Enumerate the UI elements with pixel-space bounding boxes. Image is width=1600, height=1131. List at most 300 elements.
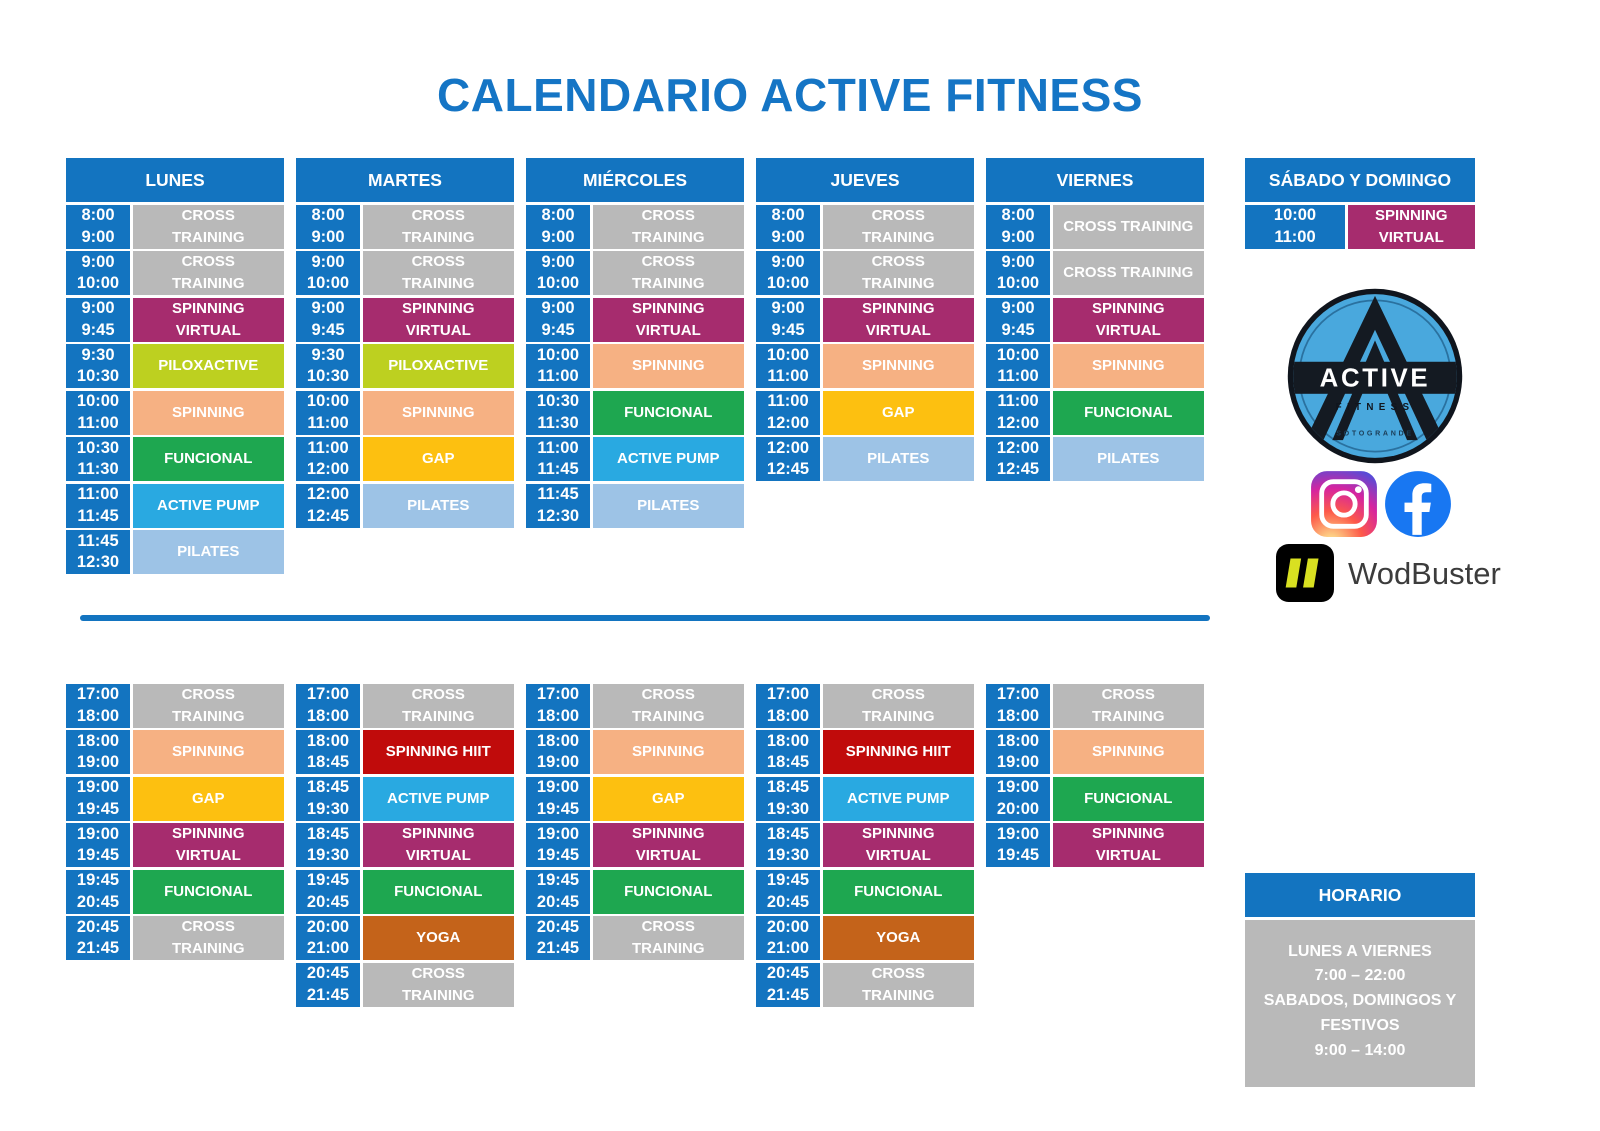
time-end: 10:00 [996,274,1040,292]
activity-cell: PILATES [363,484,515,528]
time-range [526,205,590,249]
time-end: 19:30 [766,799,810,818]
time-end: 21:00 [306,939,350,957]
time-start: 11:45 [77,531,119,550]
time-end: 11:45 [537,460,579,478]
logo-sotogrande-text: SOTOGRANDE [1336,429,1414,438]
time-end: 18:45 [306,753,350,771]
time-end: 9:45 [771,320,805,339]
time-start: 12:00 [306,485,350,504]
time-start: 17:00 [536,685,580,704]
activity-cell: SPINNING VIRTUAL [133,298,285,342]
time-start: 20:00 [306,917,350,936]
time-start: 9:00 [541,299,575,318]
time-end: 9:45 [81,320,115,339]
time-range [526,684,590,728]
time-range [66,823,130,867]
schedule-row [296,916,514,960]
page-title: CALENDARIO ACTIVE FITNESS [437,69,1143,121]
time-range [526,251,590,295]
time-range [66,684,130,728]
activity-cell: SPINNING [133,391,285,435]
activity-cell: SPINNING [1053,344,1205,388]
time-start: 19:45 [536,871,580,890]
activity-cell: FUNCIONAL [363,870,515,914]
activity-cell: CROSS TRAINING [363,963,515,1007]
time-end: 21:45 [306,985,350,1004]
activity-cell: SPINNING [823,344,975,388]
time-start: 9:30 [81,345,115,364]
table-lunes-afternoon [66,681,284,960]
table-viernes-afternoon [986,681,1204,867]
instagram-icon [1310,470,1378,538]
activity-cell: FUNCIONAL [593,870,745,914]
schedule-row [526,205,744,249]
time-end: 11:45 [77,506,119,525]
activity-cell: PILATES [593,484,745,528]
time-range [986,777,1050,821]
schedule-row [66,684,284,728]
time-start: 19:00 [76,778,120,797]
time-range [756,870,820,914]
time-start: 9:00 [771,299,805,318]
time-range [66,298,130,342]
schedule-row [66,777,284,821]
time-end: 20:45 [306,892,350,911]
schedule-row [296,437,514,481]
time-start: 8:00 [541,206,575,225]
time-range [66,530,130,574]
time-end: 10:00 [766,274,810,292]
schedule-row [66,530,284,574]
activity-cell: CROSS TRAINING [593,684,745,728]
time-range [296,916,360,960]
activity-cell: FUNCIONAL [1053,391,1205,435]
time-range [296,963,360,1007]
time-start: 18:00 [996,731,1040,750]
activity-cell: SPINNING VIRTUAL [363,823,515,867]
time-range [526,344,590,388]
activity-cell: SPINNING [1053,730,1205,774]
schedule-row [1245,205,1475,249]
time-start: 17:00 [996,685,1040,704]
time-end: 9:45 [311,320,345,339]
facebook-icon [1384,470,1452,538]
time-end: 11:00 [997,367,1039,385]
time-start: 9:00 [311,252,345,271]
time-start: 19:00 [536,824,580,843]
activity-cell: SPINNING VIRTUAL [363,298,515,342]
time-start: 9:00 [81,252,115,271]
time-start: 11:00 [537,438,579,457]
time-end: 19:30 [306,846,350,864]
opening-hours-box [1245,873,1475,1087]
time-start: 10:00 [766,345,810,364]
schedule-row [756,344,974,388]
time-start: 10:00 [1273,206,1317,225]
time-range [756,963,820,1007]
time-range [296,777,360,821]
time-end: 21:45 [766,985,810,1004]
activity-cell: SPINNING HIIT [823,730,975,774]
activity-cell: CROSS TRAINING [593,916,745,960]
activity-cell: PILATES [133,530,285,574]
table-jueves-morning [756,158,974,481]
schedule-row [986,344,1204,388]
activity-cell: SPINNING VIRTUAL [1053,823,1205,867]
schedule-row [296,484,514,528]
activity-cell: ACTIVE PUMP [593,437,745,481]
time-end: 10:30 [306,367,350,385]
schedule-row [296,391,514,435]
time-end: 20:45 [76,892,120,911]
time-range [986,684,1050,728]
activity-cell: CROSS TRAINING [133,916,285,960]
time-end: 10:00 [306,274,350,292]
opening-hours-line: LUNES A VIERNES [1288,942,1432,960]
time-range [756,437,820,481]
time-end: 18:00 [306,706,350,725]
time-end: 11:00 [1274,227,1316,246]
activity-cell: SPINNING [133,730,285,774]
time-range [66,730,130,774]
activity-cell: SPINNING VIRTUAL [1053,298,1205,342]
time-end: 19:45 [536,799,580,818]
activity-cell: SPINNING [363,391,515,435]
opening-hours-line: 7:00 – 22:00 [1314,967,1406,985]
time-end: 18:00 [536,706,580,725]
time-range [296,205,360,249]
day-header-viernes: VIERNES [986,158,1204,202]
time-start: 10:00 [996,345,1040,364]
time-end: 9:00 [771,227,805,246]
activity-cell: CROSS TRAINING [823,684,975,728]
time-start: 20:00 [766,917,810,936]
activity-cell: PILOXACTIVE [363,344,515,388]
schedule-row [986,251,1204,295]
schedule-row [66,484,284,528]
schedule-row [66,205,284,249]
schedule-row [756,870,974,914]
time-range [756,916,820,960]
time-start: 20:45 [306,964,350,983]
time-range [296,484,360,528]
time-range [66,777,130,821]
schedule-row [756,205,974,249]
schedule-row [66,870,284,914]
activity-cell: ACTIVE PUMP [363,777,515,821]
time-start: 19:00 [536,778,580,797]
time-range [66,870,130,914]
time-start: 18:45 [306,824,350,843]
time-end: 9:00 [81,227,115,246]
time-start: 20:45 [76,917,120,936]
activity-cell: SPINNING [593,344,745,388]
activity-cell: SPINNING [593,730,745,774]
activity-cell: CROSS TRAINING [133,684,285,728]
time-start: 19:00 [996,778,1040,797]
activity-cell: CROSS TRAINING [1053,205,1205,249]
schedule-row [986,298,1204,342]
time-start: 18:45 [766,778,810,797]
activity-cell: SPINNING VIRTUAL [1348,205,1476,249]
schedule-row [296,963,514,1007]
time-start: 11:00 [307,438,349,457]
activity-cell: SPINNING VIRTUAL [823,298,975,342]
time-range [756,823,820,867]
schedule-row [296,823,514,867]
table-martes-morning [296,158,514,528]
time-start: 9:00 [771,252,805,271]
table-sabado-domingo [1245,158,1475,249]
schedule-row [296,730,514,774]
time-end: 12:45 [766,460,810,478]
time-range [756,730,820,774]
schedule-row [526,730,744,774]
time-end: 12:00 [766,413,810,432]
time-end: 9:00 [311,227,345,246]
time-start: 9:00 [81,299,115,318]
opening-hours-title: HORARIO [1245,873,1475,917]
day-header-lunes: LUNES [66,158,284,202]
opening-hours-body [1245,920,1475,1088]
day-header-miercoles: MIÉRCOLES [526,158,744,202]
wodbuster-label: WodBuster [1348,556,1501,591]
time-end: 11:00 [77,413,119,432]
time-end: 19:45 [76,799,120,818]
activity-cell: GAP [363,437,515,481]
table-miercoles-morning [526,158,744,528]
activity-cell: GAP [593,777,745,821]
time-range [986,298,1050,342]
time-range [986,205,1050,249]
logo-fitness-text: FITNESS [1335,401,1415,413]
schedule-row [756,684,974,728]
activity-cell: FUNCIONAL [823,870,975,914]
active-fitness-logo [1286,287,1464,465]
schedule-row [296,684,514,728]
schedule-row [526,251,744,295]
schedule-row [296,298,514,342]
schedule-row [526,298,744,342]
activity-cell: FUNCIONAL [133,870,285,914]
time-start: 9:00 [1001,299,1035,318]
time-range [756,205,820,249]
time-range [296,684,360,728]
time-range [66,344,130,388]
activity-cell: CROSS TRAINING [1053,251,1205,295]
time-range [296,298,360,342]
schedule-row [526,916,744,960]
time-end: 21:00 [766,939,810,957]
time-end: 20:00 [996,799,1040,818]
activity-cell: CROSS TRAINING [823,205,975,249]
time-end: 12:00 [306,460,350,478]
time-end: 19:45 [996,846,1040,864]
schedule-row [526,777,744,821]
time-range [296,730,360,774]
time-start: 10:30 [76,438,120,457]
activity-cell: SPINNING HIIT [363,730,515,774]
time-start: 17:00 [766,685,810,704]
time-range [986,251,1050,295]
time-end: 19:00 [536,753,580,771]
schedule-row [526,437,744,481]
time-end: 18:00 [996,706,1040,725]
activity-cell: CROSS TRAINING [823,963,975,1007]
time-range [526,437,590,481]
time-range [526,730,590,774]
schedule-row [526,870,744,914]
schedule-row [526,484,744,528]
time-end: 9:45 [1001,320,1035,339]
time-start: 19:45 [306,871,350,890]
table-viernes-morning [986,158,1204,481]
time-start: 9:00 [541,252,575,271]
time-range [986,823,1050,867]
activity-cell: CROSS TRAINING [363,205,515,249]
activity-cell: CROSS TRAINING [593,205,745,249]
time-range [986,730,1050,774]
schedule-row [986,205,1204,249]
time-end: 12:00 [996,413,1040,432]
time-end: 12:45 [996,460,1040,478]
activity-cell: PILATES [1053,437,1205,481]
schedule-row [66,916,284,960]
wodbuster-icon [1276,544,1334,602]
schedule-row [66,298,284,342]
section-divider [80,615,1210,621]
time-range [296,823,360,867]
activity-cell: FUNCIONAL [133,437,285,481]
time-end: 12:30 [76,553,120,571]
activity-cell: GAP [823,391,975,435]
table-jueves-afternoon [756,681,974,1007]
activity-cell: FUNCIONAL [1053,777,1205,821]
time-start: 11:00 [77,485,119,504]
time-end: 21:45 [76,939,120,957]
opening-hours-line: 9:00 – 14:00 [1314,1041,1406,1059]
activity-cell: ACTIVE PUMP [823,777,975,821]
schedule-row [756,730,974,774]
time-start: 18:45 [306,778,350,797]
time-range [296,344,360,388]
time-end: 10:00 [76,274,120,292]
activity-cell: ACTIVE PUMP [133,484,285,528]
time-start: 18:00 [306,731,350,750]
time-start: 9:30 [311,345,345,364]
day-header-sabado-domingo: SÁBADO Y DOMINGO [1245,158,1475,202]
time-end: 11:00 [537,367,579,385]
schedule-row [986,777,1204,821]
time-range [756,777,820,821]
schedule-row [526,344,744,388]
time-range [986,391,1050,435]
time-start: 12:00 [766,438,810,457]
time-range [756,684,820,728]
schedule-row [66,391,284,435]
time-start: 20:45 [766,964,810,983]
time-end: 21:45 [536,939,580,957]
time-start: 9:00 [1001,252,1035,271]
time-end: 20:45 [536,892,580,911]
schedule-row [526,684,744,728]
table-miercoles-afternoon [526,681,744,960]
time-range [296,251,360,295]
time-end: 20:45 [766,892,810,911]
time-end: 19:45 [76,846,120,864]
time-start: 17:00 [76,685,120,704]
time-range [66,205,130,249]
activity-cell: CROSS TRAINING [363,251,515,295]
time-start: 8:00 [81,206,115,225]
schedule-row [756,777,974,821]
time-range [66,916,130,960]
time-start: 17:00 [306,685,350,704]
time-range [66,484,130,528]
time-start: 11:00 [767,392,809,411]
time-end: 18:00 [766,706,810,725]
time-range [296,391,360,435]
activity-cell: SPINNING VIRTUAL [593,298,745,342]
activity-cell: CROSS TRAINING [363,684,515,728]
schedule-row [756,823,974,867]
time-start: 10:00 [306,392,350,411]
time-end: 19:30 [766,846,810,864]
time-start: 12:00 [996,438,1040,457]
day-header-martes: MARTES [296,158,514,202]
time-start: 20:45 [536,917,580,936]
schedule-row [986,391,1204,435]
time-range [756,298,820,342]
time-start: 19:45 [76,871,120,890]
time-end: 19:30 [306,799,350,818]
time-start: 18:45 [766,824,810,843]
time-end: 18:00 [76,706,120,725]
schedule-row [986,437,1204,481]
schedule-row [296,870,514,914]
time-start: 18:00 [766,731,810,750]
time-end: 18:45 [766,753,810,771]
time-start: 19:45 [766,871,810,890]
time-start: 19:00 [996,824,1040,843]
schedule-row [526,391,744,435]
time-start: 9:00 [311,299,345,318]
activity-cell: YOGA [823,916,975,960]
activity-cell: SPINNING VIRTUAL [593,823,745,867]
schedule-row [756,298,974,342]
activity-cell: YOGA [363,916,515,960]
schedule-row [986,730,1204,774]
time-range [526,298,590,342]
time-range [526,484,590,528]
time-range [526,870,590,914]
activity-cell: SPINNING VIRTUAL [823,823,975,867]
time-start: 10:00 [76,392,120,411]
time-range [296,870,360,914]
schedule-row [756,963,974,1007]
time-start: 8:00 [771,206,805,225]
time-range [526,777,590,821]
time-range [526,823,590,867]
time-end: 11:30 [77,460,119,478]
time-range [756,391,820,435]
schedule-row [986,823,1204,867]
time-range [986,344,1050,388]
activity-cell: CROSS TRAINING [1053,684,1205,728]
time-start: 10:00 [536,345,580,364]
logo-active-text: ACTIVE [1319,364,1431,393]
